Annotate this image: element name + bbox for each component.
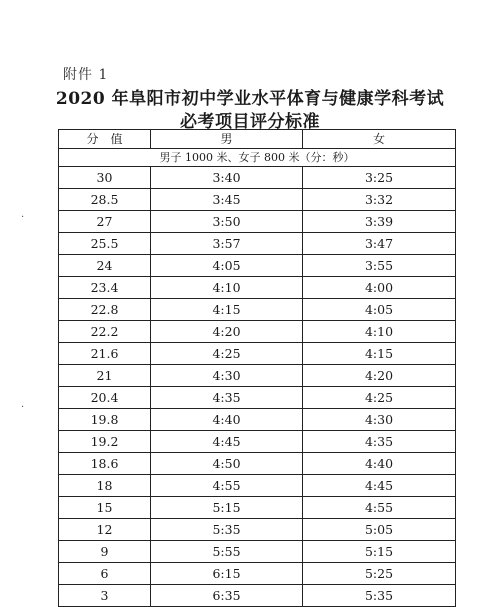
male-time-cell: 4:20 bbox=[151, 321, 303, 343]
score-cell: 20.4 bbox=[59, 387, 151, 409]
table-caption-row bbox=[59, 149, 456, 167]
female-time-cell: 4:15 bbox=[303, 343, 456, 365]
male-time-cell: 4:30 bbox=[151, 365, 303, 387]
score-cell: 23.4 bbox=[59, 277, 151, 299]
table-row bbox=[59, 409, 456, 431]
score-cell: 27 bbox=[59, 211, 151, 233]
female-time-cell: 3:47 bbox=[303, 233, 456, 255]
document-title: 2020 年阜阳市初中学业水平体育与健康学科考试 bbox=[55, 89, 445, 109]
female-time-cell: 4:40 bbox=[303, 453, 456, 475]
header-female: 女 bbox=[303, 130, 456, 149]
male-time-cell: 4:55 bbox=[151, 475, 303, 497]
male-time-cell: 4:40 bbox=[151, 409, 303, 431]
male-time-cell: 4:25 bbox=[151, 343, 303, 365]
female-time-cell: 4:20 bbox=[303, 365, 456, 387]
score-cell: 22.2 bbox=[59, 321, 151, 343]
score-cell: 6 bbox=[59, 563, 151, 585]
table-caption: 男子 1000 米、女子 800 米（分：秒） bbox=[59, 149, 456, 167]
table-row bbox=[59, 387, 456, 409]
score-cell: 18 bbox=[59, 475, 151, 497]
male-time-cell: 3:57 bbox=[151, 233, 303, 255]
header-male: 男 bbox=[151, 130, 303, 149]
table-header-row bbox=[59, 130, 456, 149]
female-time-cell: 5:25 bbox=[303, 563, 456, 585]
table-row bbox=[59, 453, 456, 475]
score-cell: 3 bbox=[59, 585, 151, 607]
female-time-cell: 4:05 bbox=[303, 299, 456, 321]
margin-mark: · bbox=[21, 402, 25, 413]
male-time-cell: 4:10 bbox=[151, 277, 303, 299]
female-time-cell: 4:35 bbox=[303, 431, 456, 453]
table-row bbox=[59, 431, 456, 453]
table-row bbox=[59, 475, 456, 497]
male-time-cell: 5:55 bbox=[151, 541, 303, 563]
table-body bbox=[59, 167, 456, 607]
margin-mark: · bbox=[21, 212, 25, 223]
female-time-cell: 4:45 bbox=[303, 475, 456, 497]
table-row bbox=[59, 277, 456, 299]
female-time-cell: 5:35 bbox=[303, 585, 456, 607]
score-cell: 24 bbox=[59, 255, 151, 277]
table-row bbox=[59, 321, 456, 343]
score-table bbox=[58, 129, 456, 607]
table-row bbox=[59, 541, 456, 563]
female-time-cell: 3:32 bbox=[303, 189, 456, 211]
female-time-cell: 3:25 bbox=[303, 167, 456, 189]
male-time-cell: 4:35 bbox=[151, 387, 303, 409]
score-cell: 12 bbox=[59, 519, 151, 541]
male-time-cell: 3:40 bbox=[151, 167, 303, 189]
male-time-cell: 5:35 bbox=[151, 519, 303, 541]
table-row bbox=[59, 519, 456, 541]
score-cell: 21.6 bbox=[59, 343, 151, 365]
male-time-cell: 5:15 bbox=[151, 497, 303, 519]
male-time-cell: 6:15 bbox=[151, 563, 303, 585]
female-time-cell: 4:55 bbox=[303, 497, 456, 519]
table-row bbox=[59, 343, 456, 365]
female-time-cell: 4:25 bbox=[303, 387, 456, 409]
table-row bbox=[59, 233, 456, 255]
score-cell: 15 bbox=[59, 497, 151, 519]
male-time-cell: 4:05 bbox=[151, 255, 303, 277]
score-cell: 30 bbox=[59, 167, 151, 189]
score-cell: 19.8 bbox=[59, 409, 151, 431]
score-cell: 22.8 bbox=[59, 299, 151, 321]
score-cell: 9 bbox=[59, 541, 151, 563]
female-time-cell: 4:10 bbox=[303, 321, 456, 343]
female-time-cell: 3:39 bbox=[303, 211, 456, 233]
table-row bbox=[59, 299, 456, 321]
female-time-cell: 4:30 bbox=[303, 409, 456, 431]
table-row bbox=[59, 563, 456, 585]
table-row bbox=[59, 585, 456, 607]
score-cell: 18.6 bbox=[59, 453, 151, 475]
female-time-cell: 5:15 bbox=[303, 541, 456, 563]
score-cell: 28.5 bbox=[59, 189, 151, 211]
score-cell: 25.5 bbox=[59, 233, 151, 255]
female-time-cell: 4:00 bbox=[303, 277, 456, 299]
table-row bbox=[59, 167, 456, 189]
table-row bbox=[59, 497, 456, 519]
score-cell: 21 bbox=[59, 365, 151, 387]
male-time-cell: 3:45 bbox=[151, 189, 303, 211]
male-time-cell: 4:15 bbox=[151, 299, 303, 321]
table-row bbox=[59, 189, 456, 211]
table-row bbox=[59, 255, 456, 277]
document-subtitle: 必考项目评分标准 bbox=[180, 112, 320, 132]
male-time-cell: 4:45 bbox=[151, 431, 303, 453]
female-time-cell: 5:05 bbox=[303, 519, 456, 541]
male-time-cell: 3:50 bbox=[151, 211, 303, 233]
table-row bbox=[59, 365, 456, 387]
table-row bbox=[59, 211, 456, 233]
male-time-cell: 4:50 bbox=[151, 453, 303, 475]
header-score: 分 值 bbox=[59, 130, 151, 149]
male-time-cell: 6:35 bbox=[151, 585, 303, 607]
female-time-cell: 3:55 bbox=[303, 255, 456, 277]
attachment-label: 附件 1 bbox=[63, 67, 109, 83]
score-cell: 19.2 bbox=[59, 431, 151, 453]
